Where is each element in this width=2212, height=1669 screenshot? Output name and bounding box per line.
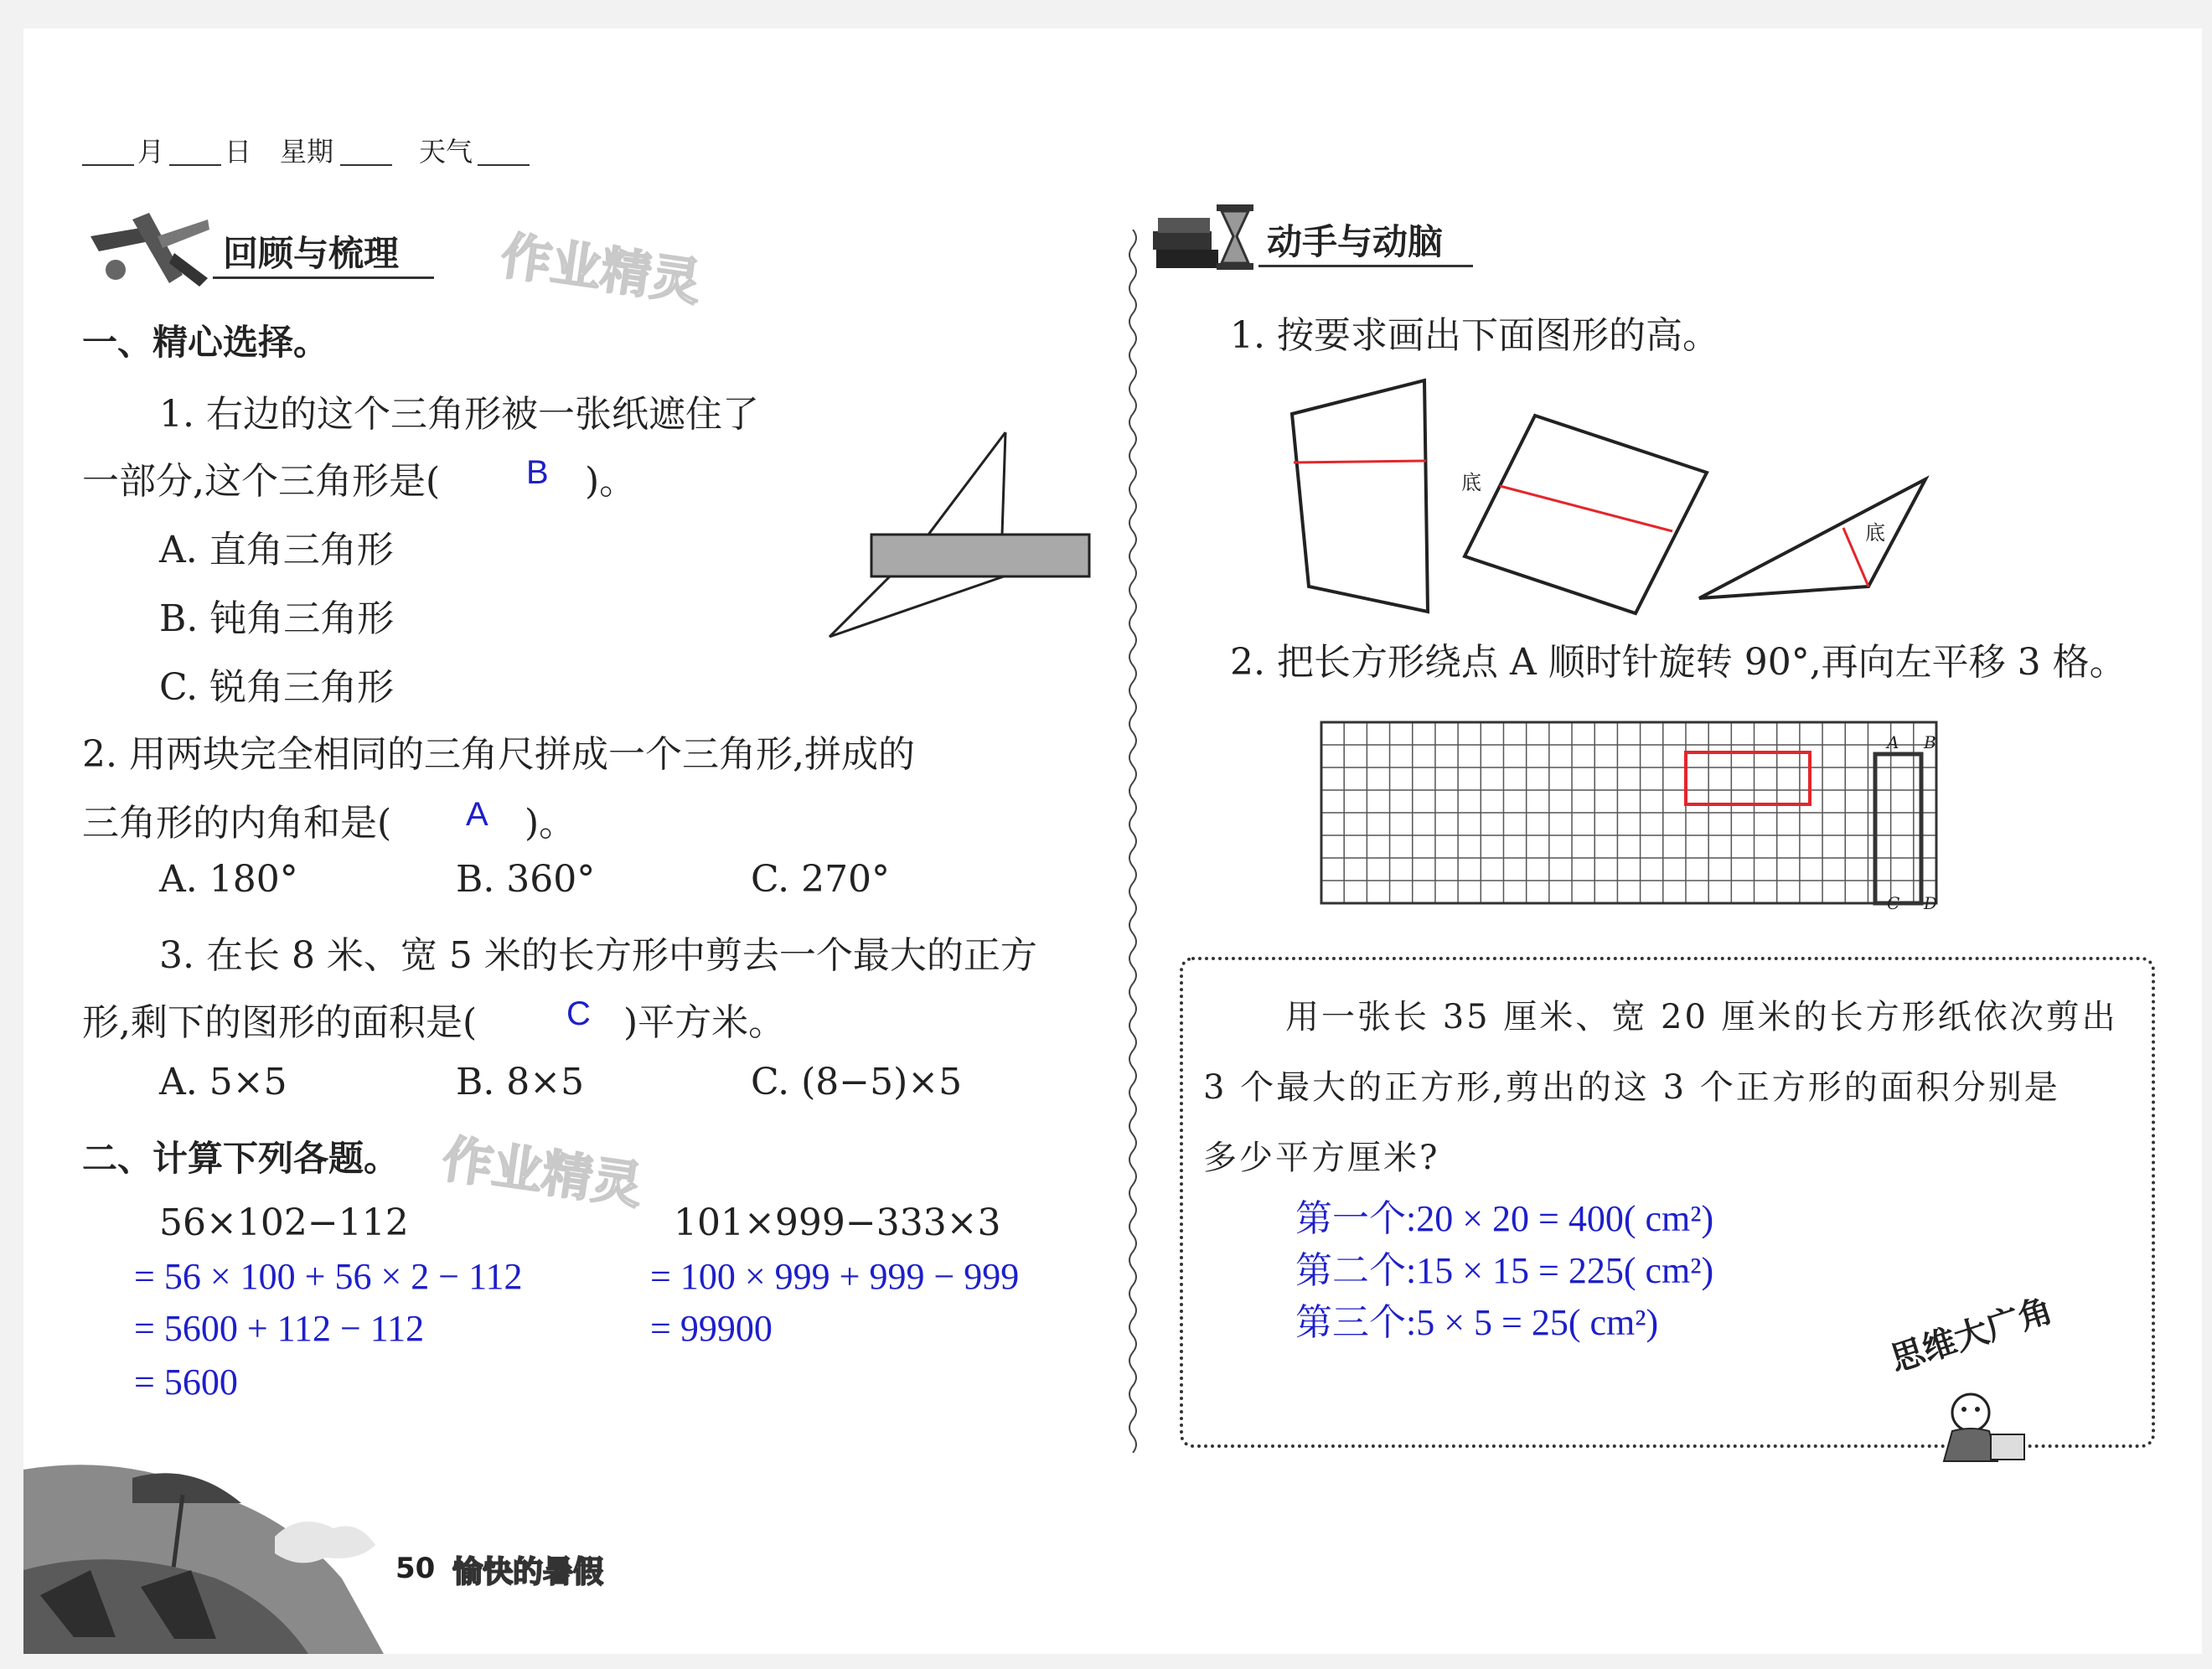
point-label-b: B (1924, 732, 1936, 752)
calc2-step2: = 99900 (650, 1308, 773, 1349)
watermark: 作业精灵 (497, 226, 705, 313)
day-label: 日 (225, 136, 252, 168)
q1-answer: B (526, 454, 549, 491)
workbook-page: 月 日 星期 天气 回顾与梳理 作业精灵 一、精心选择。 1. 右边的这个三角形被一张纸遮住了 一部分,这个三角形是( B )。 A. 直角三角形 B. 钝角三角形 C. 锐角三角形 2. 用两块完全相同的三角尺拼成一个三角形,拼成的 三角形的内角和是( A )。 A. 180° B. 360° C. 270° 3. 在长 8 米、宽 5 米的长方形中剪去一个最大的正方 形,剩下的图形的面积是( C )平方米。 A. 5×5 B. 8×5 C. (8−5)×5 二、计算下列各题。 作业精灵 56×102−112 = 56 × 100 + 56 × 2 − 112 = 5600 + 112 − 112 = 5600 101×999−333×3 = 100 × 999 + 999 − 999 = 99900 50 愉快的暑假 动手与动脑 1. 按要求画出下面图形的高。 底 底 2. 把长方形绕点 A 顺时针旋转 90°,再向左平移 3 格。 A B C D 用一张长 35 厘米、宽 20 厘米的长方形纸依次剪出 3 个最大的正方形,剪出的这 3 个正方形的面积分别是 多少平方厘米? 第一个:20 × 20 = 400( cm²) 第二个:15 × 15 = 225( cm²) 第三个:5 × 5 = 25( cm²) 思维大广角 (23, 28, 2202, 1654)
cartoon-thinker-icon (1927, 1384, 2036, 1468)
point-label-c: C (1887, 893, 1900, 913)
month-label: 月 (137, 136, 165, 168)
base-label-parallelogram: 底 (1461, 471, 1481, 494)
point-label-d: D (1924, 893, 1938, 913)
box-line2: 3 个最大的正方形,剪出的这 3 个正方形的面积分别是 (1203, 1068, 2060, 1107)
calc1-step2: = 5600 + 112 − 112 (134, 1308, 425, 1349)
page-number: 50 (395, 1552, 436, 1585)
weekday-label: 星期 (280, 136, 334, 168)
right-q2-text: 2. 把长方形绕点 A 顺时针旋转 90°,再向左平移 3 格。 (1230, 641, 2127, 684)
q2-answer: A (466, 796, 488, 833)
q3-option-a: A. 5×5 (159, 1061, 287, 1103)
q1-line1: 1. 右边的这个三角形被一张纸遮住了 (159, 393, 759, 436)
q2-option-a: A. 180° (159, 858, 298, 901)
q3-option-c: C. (8−5)×5 (751, 1061, 963, 1103)
q1-option-c: C. 锐角三角形 (159, 666, 395, 709)
point-label-a: A (1887, 732, 1899, 752)
weather-label: 天气 (419, 136, 473, 168)
box-line1: 用一张长 35 厘米、宽 20 厘米的长方形纸依次剪出 (1285, 998, 2118, 1036)
q2-line1: 2. 用两块完全相同的三角尺拼成一个三角形,拼成的 (82, 733, 915, 776)
page-divider (1124, 230, 1141, 1453)
date-header (82, 131, 585, 173)
book-title: 愉快的暑假 (452, 1555, 604, 1589)
watermark-2: 作业精灵 (438, 1129, 647, 1217)
q1-option-a: A. 直角三角形 (159, 529, 394, 571)
base-label-triangle: 底 (1865, 521, 1885, 545)
calc2-expression: 101×999−333×3 (674, 1201, 1001, 1244)
right-q1-text: 1. 按要求画出下面图形的高。 (1230, 314, 1719, 357)
q3-answer: C (566, 995, 591, 1032)
section-title-underline-right (1258, 265, 1473, 267)
corner-caption: 思维大广角 (1885, 1290, 2058, 1380)
calc1-step3: = 5600 (134, 1362, 238, 1403)
box-line3: 多少平方厘米? (1203, 1139, 1440, 1177)
section-title-review: 回顾与梳理 (223, 233, 400, 274)
section-title-underline (213, 276, 434, 279)
books-hourglass-icon (1150, 193, 1258, 276)
rotation-grid (1317, 707, 1987, 933)
beach-illustration (23, 1444, 384, 1654)
box-answer2: 第二个:15 × 15 = 225( cm²) (1295, 1250, 1714, 1291)
q2-option-b: B. 360° (456, 858, 596, 901)
box-answer3: 第三个:5 × 5 = 25( cm²) (1295, 1302, 1659, 1343)
section-title-hands-on: 动手与动脑 (1267, 221, 1444, 262)
q2-option-c: C. 270° (751, 858, 891, 901)
box-answer1: 第一个:20 × 20 = 400( cm²) (1295, 1198, 1714, 1239)
covered-triangle-figure (828, 397, 1096, 648)
tools-icon (82, 203, 216, 295)
q1-option-b: B. 钝角三角形 (159, 597, 395, 640)
calc1-expression: 56×102−112 (159, 1201, 409, 1244)
calc1-step1: = 56 × 100 + 56 × 2 − 112 (134, 1256, 523, 1297)
part2-heading: 二、计算下列各题。 (82, 1138, 400, 1179)
height-figures (1217, 372, 2038, 623)
q3-line1: 3. 在长 8 米、宽 5 米的长方形中剪去一个最大的正方 (159, 934, 1037, 977)
part1-heading: 一、精心选择。 (82, 322, 329, 363)
calc2-step1: = 100 × 999 + 999 − 999 (650, 1256, 1020, 1297)
q3-option-b: B. 8×5 (456, 1061, 585, 1103)
